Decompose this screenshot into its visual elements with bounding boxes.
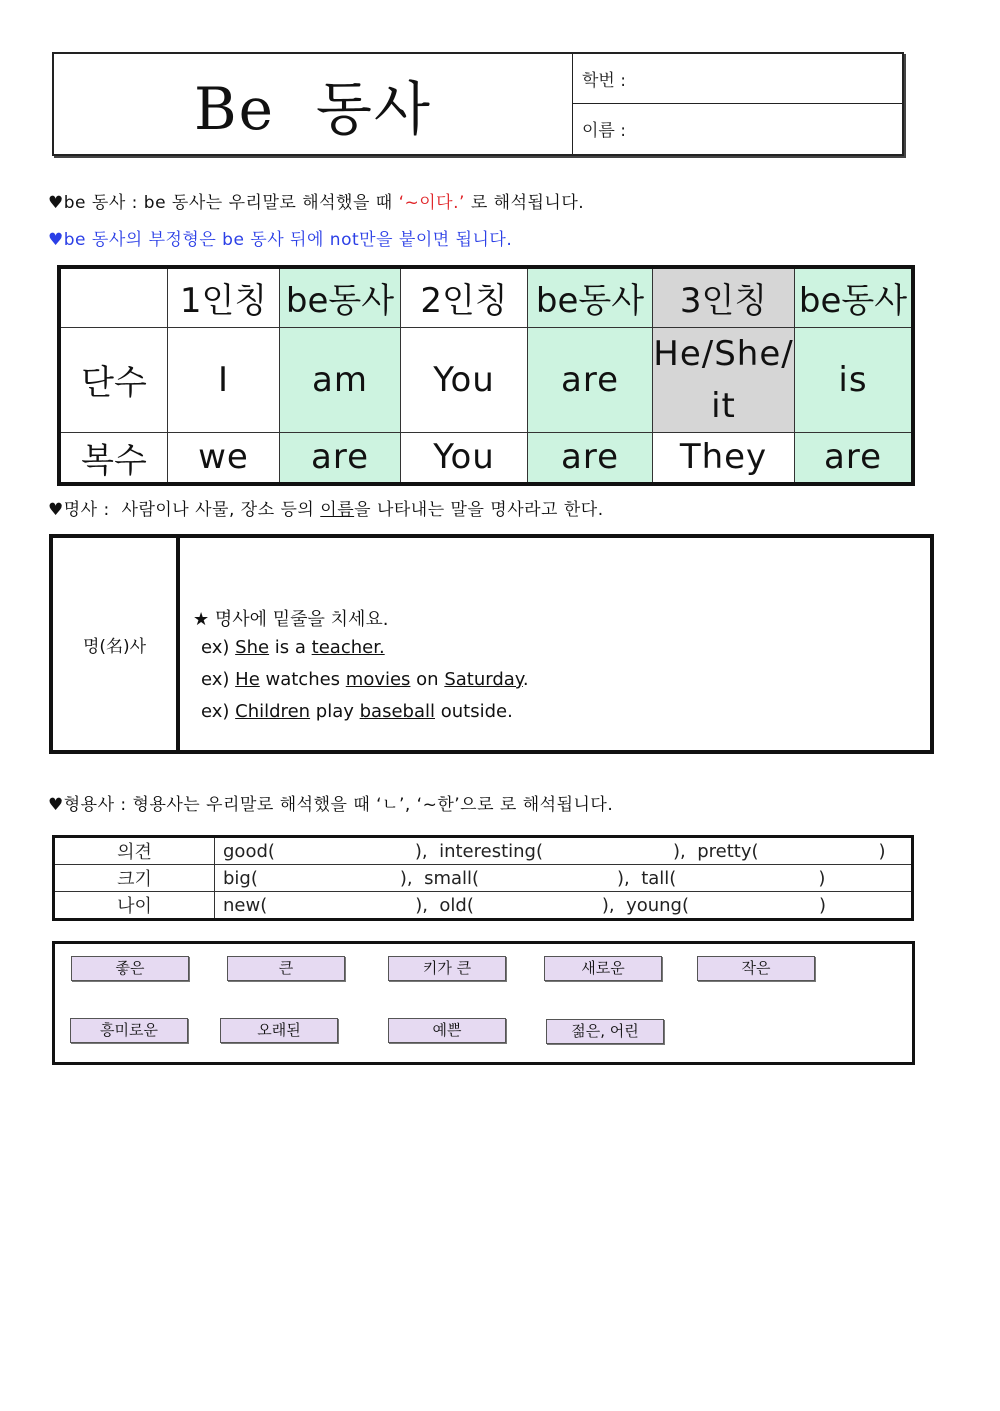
- noun-heading: [48, 495, 604, 520]
- header-cell-be-verb: be동사: [528, 267, 653, 327]
- table-cell: are: [280, 432, 401, 484]
- noun-box: [49, 534, 934, 754]
- example-noun[interactable]: Children: [235, 701, 311, 722]
- adjective-word: ), interesting(: [414, 840, 544, 862]
- header-cell-be-verb: be동사: [795, 267, 914, 327]
- table-cell: am: [280, 327, 401, 432]
- definition-highlight: ‘~이다.’: [398, 193, 465, 213]
- word-bank: [52, 941, 915, 1065]
- table-cell: is: [795, 327, 914, 432]
- table-cell: are: [528, 432, 653, 484]
- adjective-word: good(: [223, 840, 275, 862]
- adjective-row-opinion: [54, 837, 913, 865]
- adjective-category: 나이: [54, 892, 215, 920]
- example-noun[interactable]: baseball: [359, 701, 435, 722]
- table-cell: are: [528, 327, 653, 432]
- example-text: .: [522, 669, 529, 690]
- adjective-word: ), old(: [415, 894, 474, 916]
- noun-example-1: [201, 637, 385, 658]
- noun-heading-underlined: 이름: [320, 500, 355, 520]
- table-cell: You: [401, 432, 528, 484]
- row-label-singular: 단수: [59, 327, 168, 432]
- example-prefix: ex): [201, 669, 236, 690]
- table-row-plural: [59, 432, 913, 484]
- example-text: on: [410, 669, 445, 690]
- adjective-blanks[interactable]: [215, 892, 913, 920]
- example-text: outside.: [435, 701, 513, 722]
- noun-instruction: ★ 명사에 밑줄을 치세요.: [193, 609, 389, 630]
- adjective-category: 크기: [54, 865, 215, 892]
- table-header-row: [59, 267, 913, 327]
- table-cell: we: [168, 432, 280, 484]
- worksheet-header: [52, 52, 904, 156]
- adjective-word: ), tall(: [617, 867, 677, 889]
- noun-heading-prefix: ♥명사 : 사람이나 사물, 장소 등의: [48, 500, 321, 520]
- row-label-plural: 복수: [59, 432, 168, 484]
- title-cell: [54, 54, 573, 154]
- table-row-singular: [59, 327, 913, 432]
- example-prefix: ex): [201, 637, 236, 658]
- adjective-blanks[interactable]: [215, 837, 913, 865]
- table-cell: He/She/ it: [653, 327, 795, 432]
- example-prefix: ex): [201, 701, 236, 722]
- word-chip[interactable]: 흥미로운: [70, 1018, 188, 1043]
- word-chip[interactable]: 새로운: [544, 956, 662, 981]
- definition-suffix: 로 해석됩니다.: [464, 193, 585, 213]
- name-field[interactable]: 이름 :: [582, 121, 626, 141]
- adjective-row-size: [54, 865, 913, 892]
- header-cell-be-verb: be동사: [280, 267, 401, 327]
- noun-heading-suffix: 을 나타내는 말을 명사라고 한다.: [354, 500, 604, 520]
- adjective-word: ), young(: [601, 894, 690, 916]
- example-noun[interactable]: Saturday: [444, 669, 523, 690]
- example-text: watches: [259, 669, 346, 690]
- table-cell: I: [168, 327, 280, 432]
- word-chip[interactable]: 예쁜: [388, 1018, 506, 1043]
- adjective-word: big(: [223, 867, 258, 889]
- example-noun[interactable]: He: [235, 669, 260, 690]
- adjective-heading: ♥형용사 : 형용사는 우리말로 해석했을 때 ‘ㄴ’, ‘~한’으로 로 해석됩니다.: [48, 795, 614, 815]
- word-chip[interactable]: 큰: [227, 956, 345, 981]
- negative-form-note: ♥be 동사의 부정형은 be 동사 뒤에 not만을 붙이면 됩니다.: [48, 230, 513, 250]
- definition-prefix: ♥be 동사 : be 동사는 우리말로 해석했을 때: [48, 193, 399, 213]
- adjective-word: ): [819, 894, 827, 916]
- adjective-row-age: [54, 892, 913, 920]
- word-chip[interactable]: 젊은, 어린: [546, 1019, 664, 1044]
- header-cell-3rd-person: 3인칭: [653, 267, 795, 327]
- noun-example-3: [201, 701, 513, 722]
- adjective-category: 의견: [54, 837, 215, 865]
- adjective-word: new(: [223, 894, 268, 916]
- header-cell-1st-person: 1인칭: [168, 267, 280, 327]
- word-chip[interactable]: 오래된: [220, 1018, 338, 1043]
- example-noun[interactable]: movies: [345, 669, 411, 690]
- be-verb-table: [57, 265, 915, 486]
- table-cell: You: [401, 327, 528, 432]
- student-number-field[interactable]: 학번 :: [573, 54, 902, 104]
- adjective-word: ), small(: [399, 867, 480, 889]
- adjective-word: ): [878, 840, 886, 862]
- adjective-blanks[interactable]: [215, 865, 913, 892]
- example-text: is a: [269, 637, 312, 658]
- example-noun[interactable]: teacher.: [311, 637, 385, 658]
- word-chip[interactable]: 작은: [697, 956, 815, 981]
- be-verb-definition: [48, 188, 584, 213]
- word-chip[interactable]: 키가 큰: [388, 956, 506, 981]
- example-text: play: [310, 701, 360, 722]
- word-chip[interactable]: 좋은: [71, 956, 189, 981]
- noun-example-2: [201, 669, 529, 690]
- table-cell: They: [653, 432, 795, 484]
- adjective-word: ): [818, 867, 826, 889]
- header-cell-empty: [59, 267, 168, 327]
- adjective-table: [52, 835, 914, 921]
- noun-box-label: 명(名)사: [53, 538, 180, 750]
- adjective-word: ), pretty(: [673, 840, 759, 862]
- header-cell-2nd-person: 2인칭: [401, 267, 528, 327]
- page-title: Be 동사: [194, 75, 432, 143]
- example-noun[interactable]: She: [235, 637, 270, 658]
- table-cell: are: [795, 432, 914, 484]
